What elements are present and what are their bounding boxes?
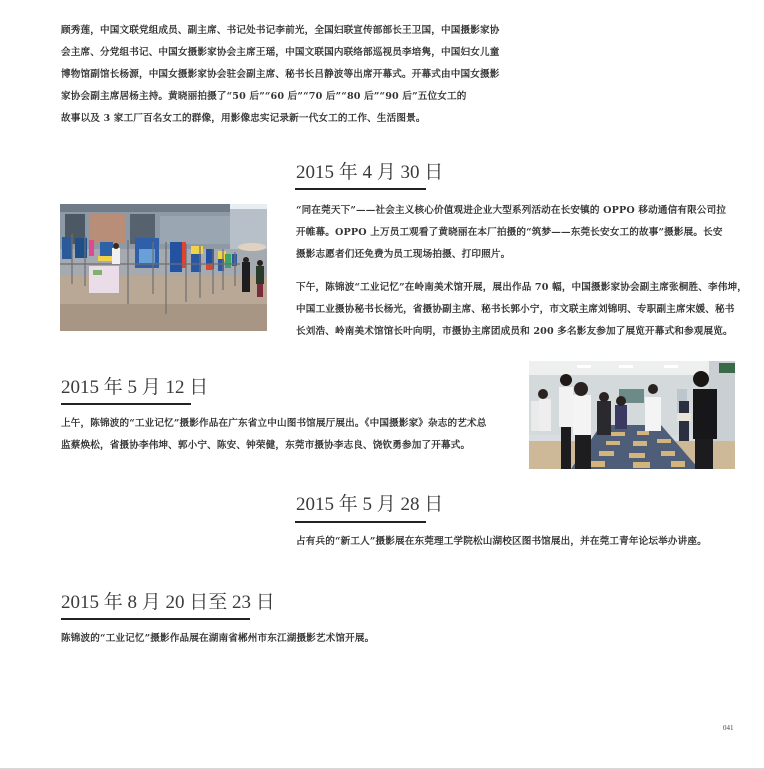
- heading-underline: [295, 521, 426, 523]
- exhibition-photo-outdoor: [60, 204, 267, 331]
- heading-underline: [61, 403, 191, 405]
- exhibition-photo-indoor: [529, 361, 735, 469]
- text-line: 占有兵的“新工人”摄影展在东莞理工学院松山湖校区图书馆展出，并在莞工青年论坛举办讲座。: [296, 536, 707, 547]
- text-line: 中国工业摄协秘书长杨光，省摄协副主席、秘书长郭小宁，市文联主席刘锦明、专职副主席宋媛、秘书: [296, 304, 735, 315]
- text-line: 家协会副主席居杨主持。黄晓丽拍摄了“50 后”“60 后”“70 后”“80 后”“90 后”五位女工的: [61, 91, 467, 102]
- heading-underline: [295, 188, 426, 190]
- text-line: 顾秀莲，中国文联党组成员、副主席、书记处书记李前光，全国妇联宣传部部长王卫国，中国摄影家协: [61, 25, 500, 36]
- heading-underline: [61, 618, 250, 620]
- text-line: 长刘浩、岭南美术馆馆长叶向明，市摄协主席团成员和 200 多名影友参加了展览开幕式和参观展览。: [296, 326, 733, 337]
- text-line: 摄影志愿者们还免费为员工现场拍摄、打印照片。: [296, 249, 511, 260]
- text-line: “同在莞天下”——社会主义核心价值观进企业大型系列活动在长安镇的 OPPO 移动通信有限公司拉: [296, 205, 727, 216]
- text-line: 上午，陈锦波的“工业记忆”摄影作品在广东省立中山图书馆展厅展出。《中国摄影家》杂志的艺术总: [61, 418, 487, 429]
- outdoor-exhibition-image: [60, 204, 267, 331]
- entry-date-heading: 2015 年 5 月 12 日: [61, 377, 209, 398]
- text-line: 监蔡焕松，省摄协李伟坤、郭小宁、陈安、钟荣健，东莞市摄协李志良、饶钦勇参加了开幕式。: [61, 440, 471, 451]
- entry-date-heading: 2015 年 5 月 28 日: [296, 494, 444, 515]
- indoor-exhibition-image: [529, 361, 735, 469]
- text-line: 博物馆副馆长杨源，中国女摄影家协会驻会副主席、秘书长吕静波等出席开幕式。开幕式由中国女摄影: [61, 69, 500, 80]
- text-line: 会主席、分党组书记、中国女摄影家协会主席王瑶，中国文联国内联络部巡视员李培隽，中国妇女儿童: [61, 47, 500, 58]
- text-line: 开帷幕。OPPO 上万员工观看了黄晓丽在本厂拍摄的“筑梦——东莞长安女工的故事”摄影展。长安: [296, 227, 723, 238]
- entry-date-heading: 2015 年 8 月 20 日至 23 日: [61, 592, 275, 613]
- text-line: 下午，陈锦波“工业记忆”在岭南美术馆开展，展出作品 70 幅，中国摄影家协会副主席张桐胜、李伟坤，: [296, 282, 747, 293]
- text-line: 陈锦波的“工业记忆”摄影作品展在湖南省郴州市东江湖摄影艺术馆开展。: [61, 633, 375, 644]
- page-number: 041: [723, 724, 734, 732]
- entry-date-heading: 2015 年 4 月 30 日: [296, 162, 444, 183]
- text-line: 故事以及 3 家工厂百名女工的群像，用影像忠实记录新一代女工的工作、生活图景。: [61, 113, 426, 124]
